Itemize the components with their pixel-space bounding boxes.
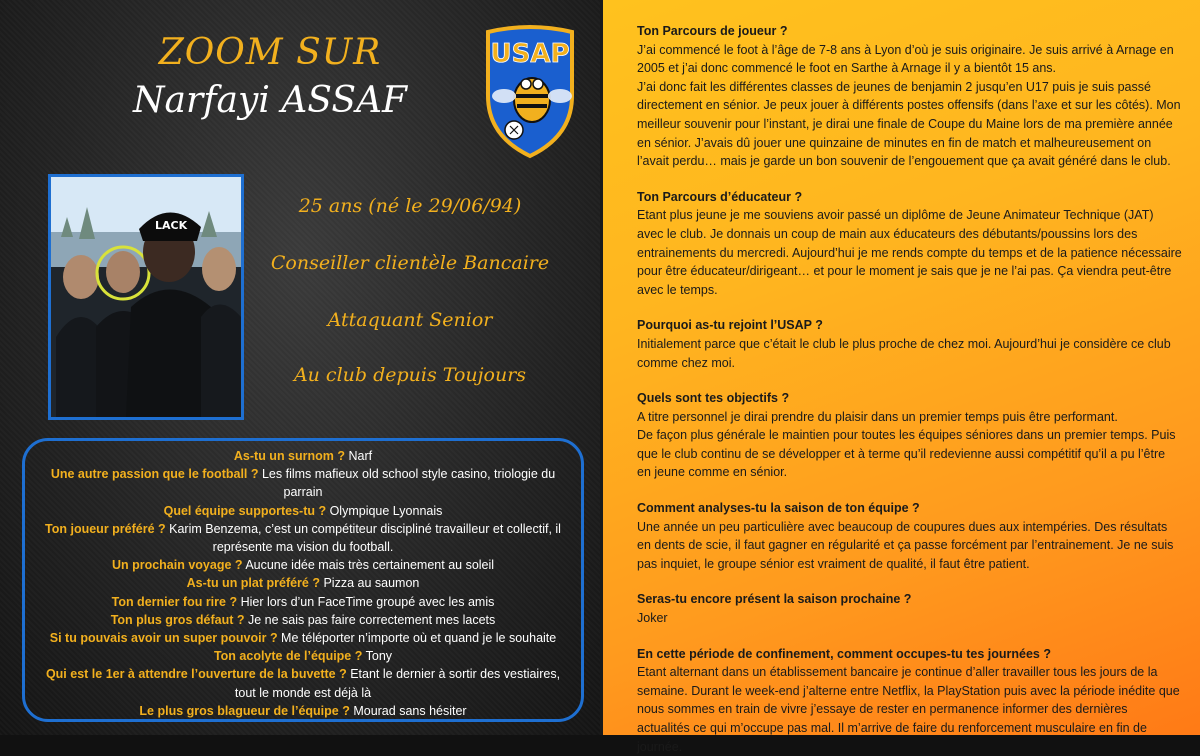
- qa-item: Ton plus gros défaut ? Je ne sais pas faire correctement mes lacets: [110, 612, 496, 627]
- qa-item: Le plus gros blagueur de l’équipe ? Mourad sans hésiter: [139, 703, 467, 718]
- quickfire-qa-box: [22, 438, 584, 722]
- qa-item: Quel équipe supportes-tu ? Olympique Lyonnais: [163, 503, 443, 518]
- qa-item: As-tu un plat préféré ? Pizza au saumon: [186, 576, 420, 591]
- section-title: Pourquoi as-tu rejoint l’USAP ?: [637, 318, 823, 333]
- qa-item: Si tu pouvais avoir un super pouvoir ? Me téléporter n’importe où et quand je le souhaite: [49, 631, 557, 646]
- section-objectives: [637, 389, 1182, 482]
- player-age: 25 ans (né le 29/06/94): [298, 195, 522, 217]
- section-paragraph: J’ai commencé le foot à l’âge de 7-8 ans à Lyon d’où je suis originaire. Je suis arrivé à Arnage en 2005 et j’ai donc commencé le foot en Sarthe à Arnage il y a bientôt 15 ans.: [637, 42, 1174, 76]
- player-name: Narfayi ASSAF: [133, 80, 407, 121]
- section-title: Comment analyses-tu la saison de ton équipe ?: [637, 501, 920, 516]
- section-title: En cette période de confinement, comment occupes-tu tes journées ?: [637, 646, 1051, 661]
- section-season-analysis: [637, 499, 1182, 573]
- section-paragraph: A titre personnel je dirai prendre du plaisir dans un premier temps puis être performant.: [637, 409, 1118, 424]
- section-title: Quels sont tes objectifs ?: [637, 391, 790, 406]
- qa-item: Une autre passion que le football ? Les films mafieux old school style casino, triologie du parrain: [50, 467, 556, 500]
- svg-text:LACK: LACK: [155, 219, 188, 232]
- section-paragraph: Initialement parce que c’était le club le plus proche de chez moi. Aujourd’hui je considère ce club comme chez moi.: [637, 336, 1171, 370]
- player-job: Conseiller clientèle Bancaire: [270, 252, 550, 274]
- section-paragraph: Joker: [637, 611, 668, 626]
- section-paragraph: J’ai donc fait les différentes classes de jeunes de benjamin 2 jusqu’en U17 puis je suis passé directement en sénior. Je peux jouer à différents postes offensifs (dans l’axe et sur les côtés). Mon meilleur souvenir pour l’instant, je dirai une finale de Coupe du Maine lors de ma première année en sénior. J’avais dû jouer une quinzaine de minutes en fin de match et malheureusement on l’avait perdu… mais je garde un bon souvenir de l’engouement que ça avait généré dans le club.: [637, 79, 1181, 169]
- section-paragraph: Une année un peu particulière avec beaucoup de coupures dues aux intempéries. Des résultats en dents de scie, il faut gagner en régularité et ça passe forcément par l’entrainement. Je ne suis pas inquiet, le groupe sénior est vraiment de qualité, il faut être patient.: [637, 519, 1174, 571]
- player-position: Attaquant Senior: [327, 309, 493, 331]
- usap-logo: [480, 26, 580, 158]
- section-next-season: [637, 590, 1182, 627]
- section-paragraph: Etant alternant dans un établissement bancaire je continue d’aller travailler tous les jours de la semaine. Durant le week-end j’alterne entre Netflix, la PlayStation puis avec la période inédite que nous sommes en train de vivre j’essaye de rester en permanence informer des dernières actualités ce qui m’occupe pas mal. Il m’arrive de faire du renforcement musculaire en fin de journée.: [637, 665, 1180, 754]
- section-player-career: [637, 22, 1182, 171]
- qa-item: Qui est le 1er à attendre l’ouverture de la buvette ? Etant le dernier à sortir des vestiaires, tout le monde est déjà là: [45, 667, 561, 700]
- player-club-tenure: Au club depuis Toujours: [293, 364, 527, 386]
- section-paragraph: Etant plus jeune je me souviens avoir passé un diplôme de Jeune Animateur Technique (JAT) avec le club. Je donnais un coup de main aux éducateurs des débutants/poussins lors des entrainements du mercredi. Aujourd’hui je me rends compte du temps et de la patience nécessaire pour être éducateur/dirigeant… et pour le moment je sais que je ne l’ai pas. Ça viendra peut-être avec le temps.: [637, 208, 1182, 297]
- section-coach-career: [637, 188, 1182, 300]
- qa-item: Ton joueur préféré ? Karim Benzema, c’est un compétiteur discipliné travailleur et collectif, il représente ma vision du football.: [45, 521, 561, 555]
- section-paragraph: De façon plus générale le maintien pour toutes les équipes séniores dans un premier temps. Puis que le club continu de se développer et à terme qu’il redevienne aussi compétitif qu’il a pu l’être en jeune comme en sénior.: [637, 428, 1176, 480]
- zoom-title: ZOOM SUR: [158, 32, 382, 73]
- qa-item: Ton dernier fou rire ? Hier lors d’un FaceTime groupé avec les amis: [111, 594, 495, 609]
- right-panel: [603, 0, 1200, 754]
- section-title: Seras-tu encore présent la saison prochaine ?: [637, 592, 912, 607]
- left-panel: [0, 0, 600, 735]
- qa-item: As-tu un surnom ? Narf: [233, 449, 373, 463]
- section-title: Ton Parcours d’éducateur ?: [637, 189, 803, 204]
- player-photo: [48, 174, 244, 420]
- qa-item: Un prochain voyage ? Aucune idée mais très certainement au soleil: [111, 558, 495, 573]
- section-why-usap: [637, 316, 1182, 372]
- qa-item: Ton acolyte de l’équipe ? Tony: [213, 649, 393, 664]
- logo-text: USAP: [490, 39, 570, 69]
- section-confinement: [637, 645, 1182, 756]
- section-title: Ton Parcours de joueur ?: [637, 24, 788, 38]
